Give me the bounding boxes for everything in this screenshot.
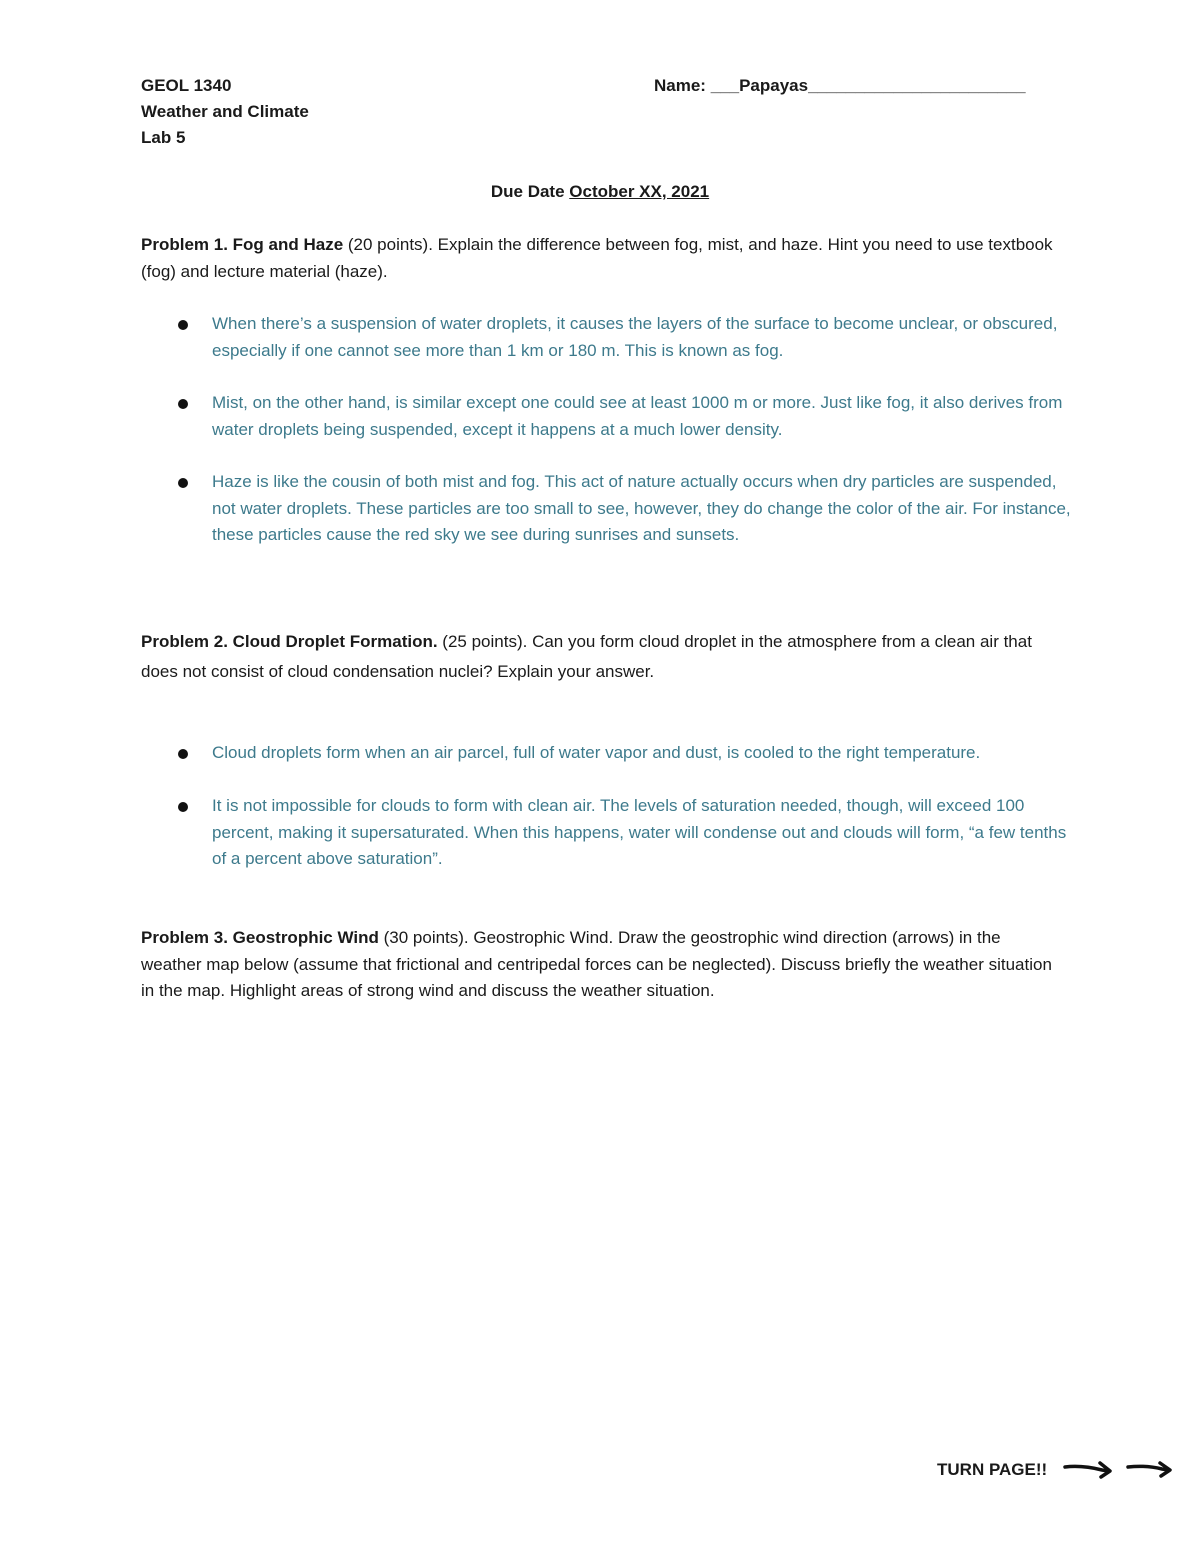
problem-2-title: Problem 2. Cloud Droplet Formation. [141,632,438,651]
bullet-icon [178,478,188,488]
name-blank-pre: ___ [710,76,740,95]
turn-page-note: TURN PAGE!! [937,1460,1048,1479]
due-date-label: Due Date [490,182,570,201]
problem-1-points: (20 points). [343,235,433,254]
problem-2-points: (25 points). [437,632,528,651]
problem-1-answer-2: Mist, on the other hand, is similar except one could see at least 1000 m or more. Just like fog, it also derives from water droplets being suspended, except it happens at a much lower density. [172,390,1072,443]
problem-2-answer-2: It is not impossible for clouds to form with clean air. The levels of saturation needed, though, will exceed 100 percent, making it supersaturated. When this happens, water will condense out and clouds will form, “a few tenths of a percent above saturation”. [172,793,1072,873]
problem-1-answer-3: Haze is like the cousin of both mist and fog. This act of nature actually occurs when dry particles are suspended, not water droplets. These particles are too small to see, however, they do change the color of the air. For instance, these particles cause the red sky we see during sunrises and sunsets. [172,469,1072,549]
problem-3-question [141,925,1061,1005]
name-line [654,73,1026,99]
problem-3-title: Problem 3. Geostrophic Wind [141,928,379,947]
lab-number: Lab 5 [141,128,186,147]
problem-1-question [141,232,1061,285]
bullet-icon [178,749,188,759]
problem-2-answer-1: Cloud droplets form when an air parcel, full of water vapor and dust, is cooled to the right temperature. [172,740,1072,767]
student-name: Papayas [739,76,809,95]
problem-3-points: (30 points). [378,928,469,947]
problem-1-prompt: Explain the difference between fog, mist, and haze. Hint you need to use textbook (fog) and lecture material (haze). [141,235,1053,281]
hand-drawn-arrow-icon [1062,1458,1174,1482]
name-blank-post: _______________________ [808,76,1026,95]
bullet-icon [178,802,188,812]
bullet-icon [178,399,188,409]
due-date-value: October XX, 2021 [569,182,710,201]
problem-1-title: Problem 1. Fog and Haze [141,235,344,254]
bullet-icon [178,320,188,330]
name-label: Name: [654,76,706,95]
problem-3-prompt: Geostrophic Wind. Draw the geostrophic wind direction (arrows) in the weather map below (assume that frictional and centripedal forces can be neglected). Discuss briefly the weather situation in the map. Highlight areas of strong wind and discuss the weather situation. [141,928,1052,1000]
course-subject: Weather and Climate [141,102,309,121]
course-header [141,73,309,151]
course-code: GEOL 1340 [141,76,232,95]
problem-2-question [141,627,1061,687]
problem-1-answer-1: When there’s a suspension of water droplets, it causes the layers of the surface to become unclear, or obscured, especially if one cannot see more than 1 km or 180 m. This is known as fog. [172,311,1072,364]
problem-2-prompt: Can you form cloud droplet in the atmosphere from a clean air that does not consist of cloud condensation nuclei? Explain your answer. [141,632,1032,681]
due-date-line [0,179,1200,205]
